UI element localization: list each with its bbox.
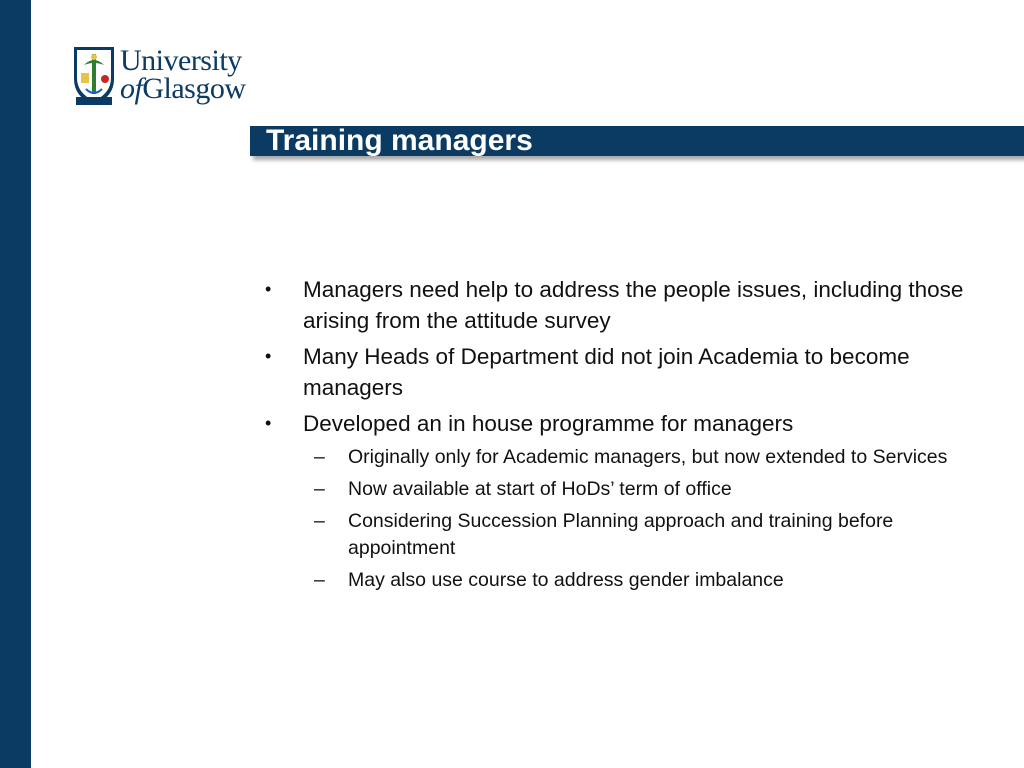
- bullet-text: Managers need help to address the people issues, including those arising from the attitude survey: [303, 277, 964, 333]
- wordmark-university: University: [120, 44, 242, 77]
- bullet-item: [265, 341, 1005, 403]
- dash-marker: –: [314, 478, 325, 500]
- wordmark-of-glasgow: [120, 72, 246, 105]
- slide-content: [265, 274, 1005, 599]
- bullet-item: [265, 408, 1005, 439]
- crest-icon: [72, 45, 116, 107]
- bullet-item: [265, 274, 1005, 336]
- bullet-text: Many Heads of Department did not join Academia to become managers: [303, 344, 910, 400]
- university-wordmark: [120, 44, 246, 105]
- dash-marker: –: [314, 446, 325, 468]
- sub-bullet-item: [265, 476, 1005, 503]
- dash-marker: –: [314, 569, 325, 591]
- sub-bullet-text: Now available at start of HoDs’ term of office: [348, 478, 732, 500]
- sub-bullet-item: [265, 567, 1005, 594]
- wordmark-glasgow: Glasgow: [142, 72, 246, 105]
- sub-bullet-item: [265, 444, 1005, 471]
- slide-title: Training managers: [266, 124, 533, 157]
- sub-bullet-text: Considering Succession Planning approach and training before appointment: [348, 510, 894, 559]
- title-banner: [250, 126, 1024, 156]
- bullet-text: Developed an in house programme for managers: [303, 411, 794, 436]
- left-accent-bar: [0, 0, 31, 768]
- bullet-marker: •: [265, 413, 272, 433]
- sub-bullet-text: Originally only for Academic managers, but now extended to Services: [348, 446, 948, 468]
- sub-bullet-text: May also use course to address gender imbalance: [348, 569, 784, 591]
- university-logo: [72, 45, 257, 109]
- wordmark-of: of: [120, 72, 143, 105]
- dash-marker: –: [314, 510, 325, 532]
- bullet-marker: •: [265, 279, 272, 299]
- sub-bullet-item: [265, 508, 1005, 562]
- bullet-marker: •: [265, 346, 272, 366]
